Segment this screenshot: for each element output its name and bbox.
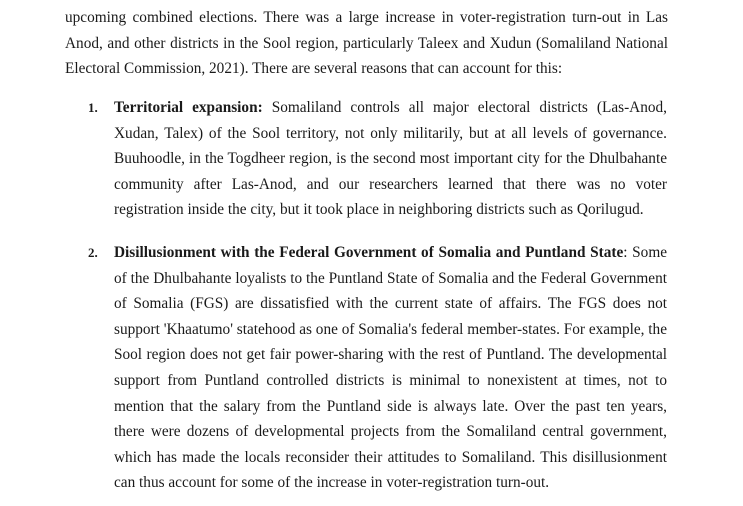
intro-paragraph: upcoming combined elections. There was a large increase in voter-registration turn-out in Las Anod, and other districts in the Sool region, particularly Taleex and Xudun (Somaliland National Electoral Commission, 2021). There are several reasons that can account for this: (65, 9, 668, 78)
list-item-number: 2. (88, 245, 98, 260)
list-item-title: Territorial expansion: (114, 99, 263, 116)
list-item-title: Disillusionment with the Federal Government of Somalia and Puntland State (114, 244, 624, 261)
list-item-number: 1. (88, 100, 98, 115)
list-item-text (114, 95, 667, 223)
list-item-body: Somaliland controls all major electoral districts (Las-Anod, Xudan, Talex) of the Sool territory, not only militarily, but at all levels of governance. Buuhoodle, in the Togdheer region, is the second most important city for the Dhulbahante community after Las-Anod, and our researchers learned that there was no voter registration inside the city, but it took place in neighboring districts such as Qorilugud. (114, 99, 667, 219)
list-item-text (114, 240, 667, 496)
list-item-body: : Some of the Dhulbahante loyalists to the Puntland State of Somalia and the Federal Government of Somalia (FGS) are dissatisfied with the current state of affairs. The FGS does not support 'Khaatumo' statehood as one of Somalia's federal member-states. For example, the Sool region does not get fair power-sharing with the rest of Puntland. The developmental support from Puntland controlled districts is minimal to nonexistent at times, not to mention that the salary from the Puntland side is always late. Over the past ten years, there were dozens of developmental projects from the Somaliland central government, which has made the locals reconsider their attitudes to Somaliland. This disillusionment can thus account for some of the increase in voter-registration turn-out. (114, 244, 668, 492)
